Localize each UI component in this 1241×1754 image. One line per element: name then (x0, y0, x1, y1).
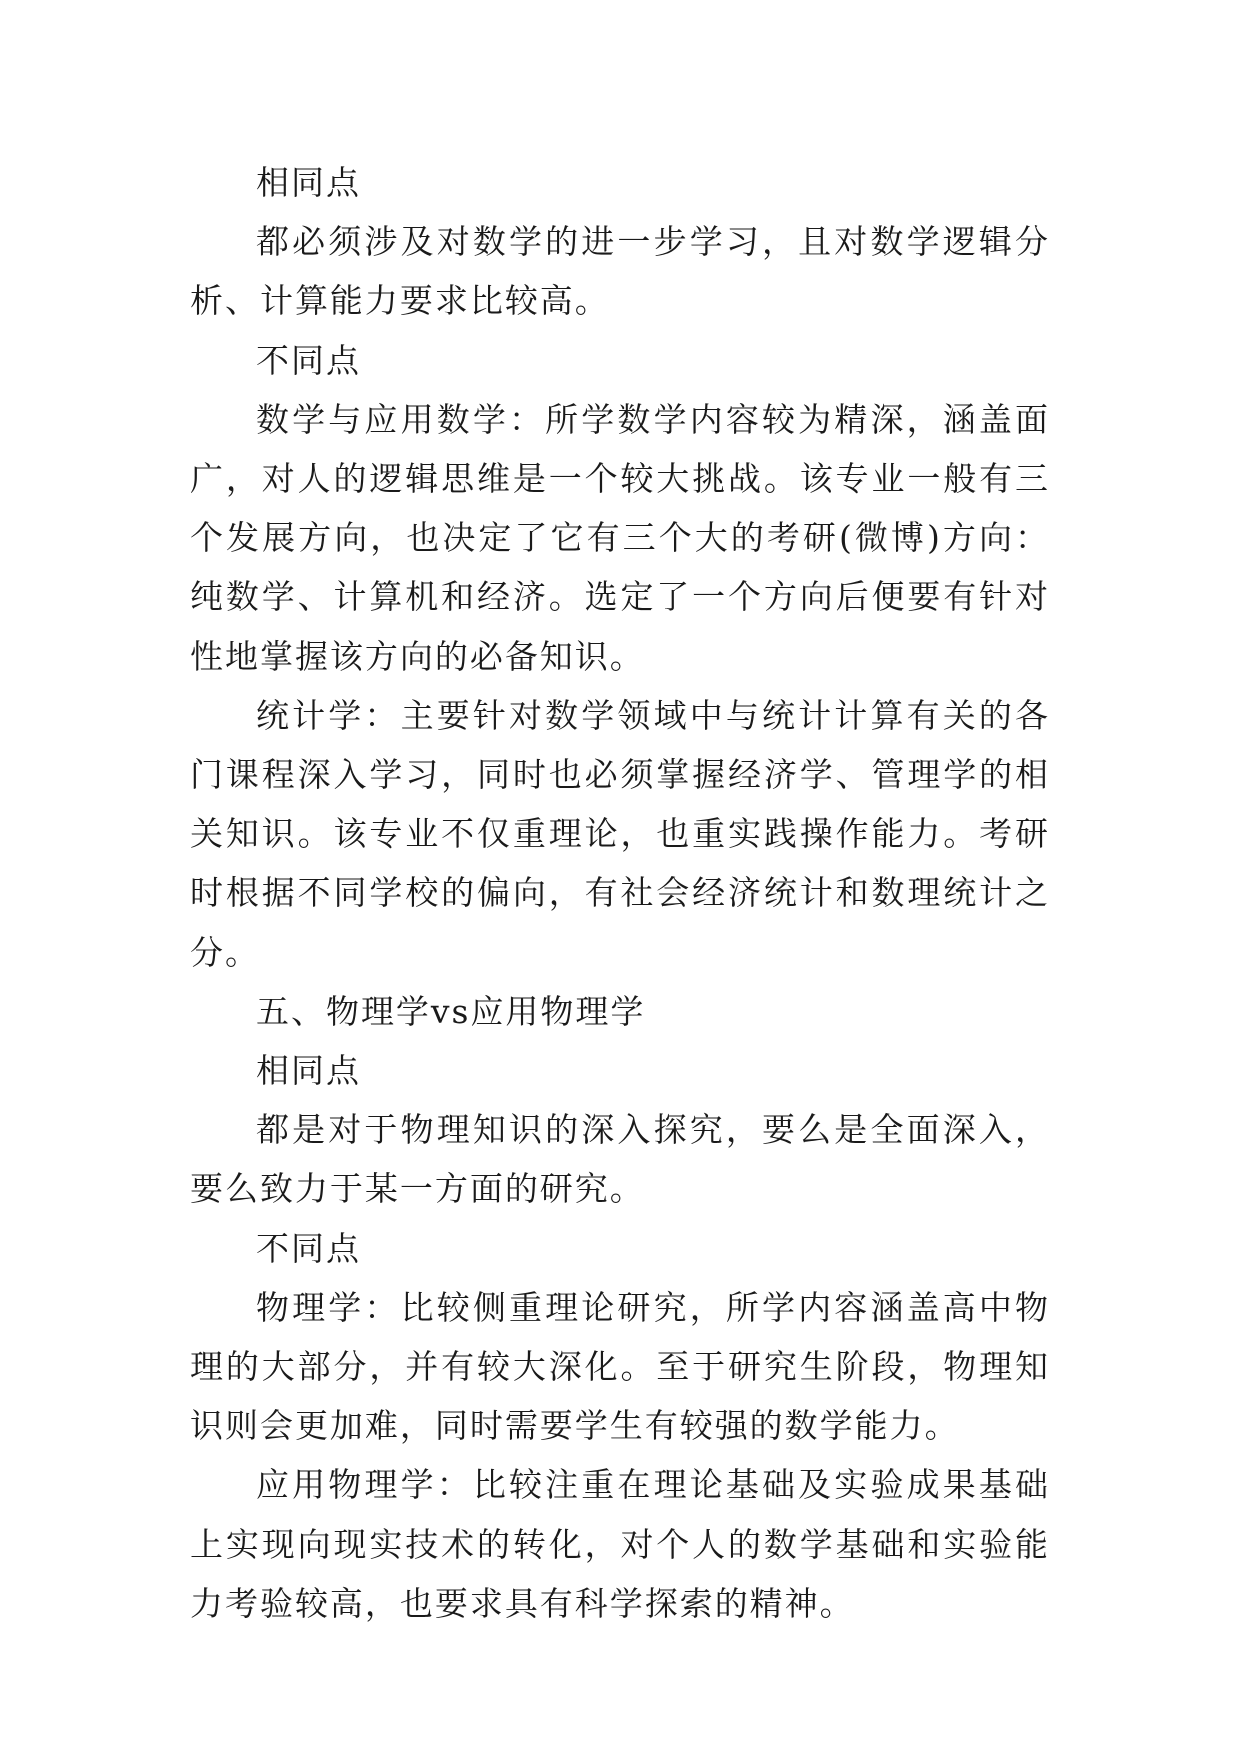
heading-differences-physics: 不同点 (256, 1228, 361, 1268)
heading-similarities: 相同点 (256, 163, 361, 202)
paragraph-similarities-math: 都必须涉及对数学的进一步学习，且对数学逻辑分析、计算能力要求比较高。 (190, 222, 1050, 321)
section-heading-physics: 五、物理学vs应用物理学 (256, 991, 646, 1031)
paragraph-physics: 物理学：比较侧重理论研究，所学内容涵盖高中物理的大部分，并有较大深化。至于研究生阶段，物理知识则会更加难，同时需要学生有较强的数学能力。 (190, 1287, 1050, 1446)
paragraph-math-applied-math: 数学与应用数学：所学数学内容较为精深，涵盖面广，对人的逻辑思维是一个较大挑战。该专业一般有三个发展方向，也决定了它有三个大的考研(微博)方向：纯数学、计算机和经济。选定了一个方向后便要有针对性地掌握该方向的必备知识。 (190, 399, 1050, 676)
heading-similarities-physics: 相同点 (256, 1051, 361, 1091)
heading-differences: 不同点 (256, 340, 361, 380)
paragraph-similarities-physics: 都是对于物理知识的深入探究，要么是全面深入，要么致力于某一方面的研究。 (190, 1110, 1050, 1209)
document-body (190, 153, 1050, 1633)
paragraph-statistics: 统计学：主要针对数学领域中与统计计算有关的各门课程深入学习，同时也必须掌握经济学、管理学的相关知识。该专业不仅重理论，也重实践操作能力。考研时根据不同学校的偏向，有社会经济统计和数理统计之分。 (190, 695, 1050, 972)
paragraph-applied-physics: 应用物理学：比较注重在理论基础及实验成果基础上实现向现实技术的转化，对个人的数学基础和实验能力考验较高，也要求具有科学探索的精神。 (190, 1465, 1050, 1623)
